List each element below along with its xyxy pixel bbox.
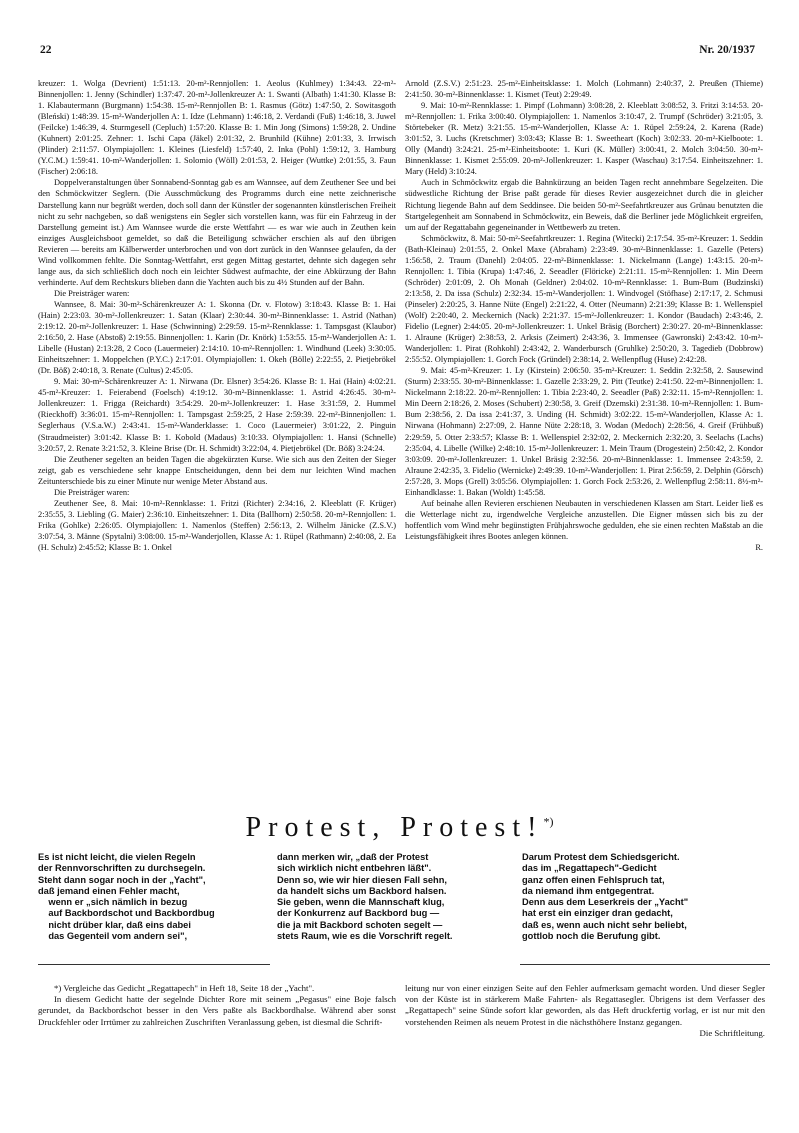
paragraph: In diesem Gedicht hatte der segelnde Dichter Rore mit seinem „Pegasus" eine Boje falsch gerundet, da Backbordschot besser in den Vers paßte als Backbordhalse. Während aber sonst Druckfehler oder Irrtümer zu zahlreichen Zuschriften Veranlassung geben, ist diesmal die Schrift- [38,994,396,1027]
paragraph: Die Zeuthener segelten an beiden Tagen die abgekürzten Kurse. Wie sich aus den Zeiten der Sieger zeigt, gab es verschiedene sehr knappe Entscheidungen, denn bei dem nur leichten Wind machen Zeitunterschiede bis zu einer Minute nur wenige Meter Abstand aus. [38,454,396,486]
left-column [38,78,396,774]
paragraph: Wannsee, 8. Mai: 30-m²-Schärenkreuzer A: 1. Skonna (Dr. v. Flotow) 3:18:43. Klasse B: 1. Hai (Hain) 2:23:03. 30-m²-Jollenkreuzer: 1. Satan (Klaar) 2:30:44. 30-m²-Binnenklasse: 1. Astrid (Nathan) 2:19:12. 20-m²-Jollenkreuzer: 1. Hase (Schwinning) 2:29:59. 15-m²-Rennklasse: 1. Tampsgast (Klaubor) 2:16:50, 2. Hase (Abstoß) 2:19:55. Binnenjollen: 1. Karin (Dr. Knörk) 1:53:55. 15-m²-Wanderjollen A: 1. Libelle (Hustan) 2:13:28, 2 Coco (Lauermeier) 2:14:10. 10-m²-Rennjollen: 1. Windhund (Leek) 3:30:05. Einheitszehner: 1. Moppelchen (P.Y.C.) 2:17:01. Olympiajollen: 1. Okeh (Bölle) 2:22:55, 2. Pietjebrökel (Dr. Böß) 2:40:18, 3. Renate (Cultus) 2:45:05. [38,299,396,376]
paragraph: kreuzer: 1. Wolga (Devrient) 1:51:13. 20-m²-Rennjollen: 1. Aeolus (Kuhlmey) 1:34:43. 22-m²-Binnenjollen: 1. Jenny (Schindler) 1:37:47. 20-m²-Jollenkreuzer A: 1. Swanti (Albath) 1:41:30. Klasse B: 1. Klabautermann (Burgmann) 1:54:38. 15-m²-Rennjollen B: 1. Rasmus (Götz) 1:47:50, 2. Sowitasgoth (Bleński) 1:48:39. 15-m²-Wanderjollen A: 1. Idze (Lehmann) 1:46:18, 2. Verdandi (Fuß) 1:46:18, 3. Juwel (Feilcke) 1:46:39, 4. Sturmgesell (Cepluch) 1:57:20. Klasse B: 1. Min Jong (Simons) 1:59:28, 2. Undine (Kuhnert) 2:01:25. Zehner: 1. Ischi Capa (Jäkel) 2:01:32, 2. Brunhild (Kühne) 2:01:33, 3. Irrwisch (Plinder) 2:11:57. Olympiajollen: 1. Kleines (Liesfeld) 1:57:40, 2. Inka (Pohl) 1:59:12, 3. Hamburg (Y.C.M.) 1:59:41. 10-m²-Wanderjollen: 1. Solomio (Wöll) 2:01:53, 2. Heiger (Wuttke) 2:01:55, 3. Faun (Fischer) 2:06:18. [38,79,396,177]
paragraph: 9. Mai: 10-m²-Rennklasse: 1. Pimpf (Lohmann) 3:08:28, 2. Kleeblatt 3:08:52, 3. Fritzi 3:14:53. 20-m²-Rennjollen: 1. Frika 3:00:40. Olympiajollen: 1. Namenlos 3:10:47, 2. Trumpf (Schröder) 3:21:05, 3. Störtebeker (R. Metz) 3:21:55. 15-m²-Wanderjollen, Klasse A: 1. Rüpel 2:59:24, 2. Karena (Rade) 3:01:52, 3. Luchs (Kretschmer) 3:03:43; Klasse B: 1. Sweetheart (Koch) 3:02:33. 20-m²-Kielboote: 1. Olly (Mandt) 3:24:21. 25-m²-Einheitsboote: 1. Kuri (K. Müller) 3:00:41, 2. Molch 3:04:50. 30-m²-Binnenklasse: 1. Kismet 2:55:09. 20-m²-Jollenkreuzer: 1. Kasper (Waschau) 3:17:54. Einheitszehner: 1. Mary (Held) 3:10:24. [405,101,763,177]
paragraph: Die Preisträger waren: [54,487,130,497]
issue-number: Nr. 20/1937 [699,44,755,56]
divider [520,964,770,965]
footnote-mark: *) [543,814,554,829]
paragraph: Schmöckwitz, 8. Mai: 50-m²-Seefahrtkreuzer: 1. Regina (Witecki) 2:17:54. 35-m²-Kreuzer: 1. Seddin (Bath-Kleinau) 2:01:55, 2. Onkel Maxe (Abraham) 2:23:49. 30-m²-Binnenklasse: 1. Gazelle (Peters) 1:56:58, 2. Traum (Danehl) 2:04:05. 22-m²-Binnenklasse: 1. Nickelmann (Lange) 1:43:15. 20-m²-Rennjollen: 1. Tibia (Krupa) 1:47:46, 2. Seeadler (Flöricke) 2:21:11. 15-m²-Rennjollen: 1. Min Deern (Schröder) 2:01:09, 2. Oh Monah (Geldner) 2:04:02. 10-m²-Rennklasse: 1. Bum-Bum (Budzinski) 2:13:58, 2. Da issa (Schulz) 2:32:34. 15-m²-Wanderjollen: 1. Windvogel (Stöfhase) 2:17:17, 2. Schmusi (Pinseler) 2:20:25, 3. Hanne Nüte (Engel) 2:21:22, 4. Otter (Neumann) 2:21:39; Klasse B: 1. Wellenspiel (Wolf) 2:20:40, 2. Meckernich (Nack) 2:21:37. 15-m²-Jollenkreuzer: 1. Kondor (Baudach) 2:43:46, 2. Fidelio (Legner) 2:44:05. 20-m²-Jollenkreuzer: 1. Unkel Bräsig (Borchert) 2:30:27. 20-m²-Binnenklasse: 1. Alraune (Krüger) 2:38:53, 2. Arksis (Zeimert) 2:43:36, 3. Immensee (Gawronski) 2:43:42. 10-m²-Wanderjollen: 1. Pirat (Rohkohl) 2:43:42, 2. Wanderbursch (Gruhlke) 2:50:20, 3. Tagedieb (Dobbrow) 2:55:52. Olympiajollen: 1. Gorch Fock (Gründel) 2:38:14, 2. Wellenpflug (Huse) 2:42:28. [405,233,763,365]
divider [38,964,270,965]
paragraph: Arnold (Z.S.V.) 2:51:23. 25-m²-Einheitsklasse: 1. Molch (Lohmann) 2:40:37, 2. Preußen (Thieme) 2:41:50. 30-m²-Binnenklasse: 1. Kismet (Teut) 2:29:49. [405,79,763,100]
poem-column-3: Darum Protest dem Schiedsgericht. das im „Regattapech"-Gedicht ganz offen einen Fehlspruch tat, da niemand ihm entgegentrat. Denn aus dem Leserkreis der „Yacht" hat erst ein einziger dran gedacht, daß es, wenn auch nicht sehr beliebt, gottlob noch die Berufung gibt. [522,852,689,942]
footnote: *) Vergleiche das Gedicht „Regattapech" in Heft 18, Seite 18 der „Yacht". [54,983,315,993]
page-number: 22 [40,44,52,56]
paragraph: Zeuthener See, 8. Mai: 10-m²-Rennklasse: 1. Fritzi (Richter) 2:34:16, 2. Kleeblatt (F. Krüger) 2:35:55, 3. Liebling (G. Maier) 2:36:10. Einheitszehner: 1. Dita (Ballhorn) 2:50:58. 20-m²-Rennjollen: 1. Frika (Gohlke) 2:26:05. Olympiajollen: 1. Namenlos (Steffen) 2:56:13, 2. Wilhelm Jänicke (Z.S.V.) 3:07:54, 3. Männe (Spytalni) 3:08:00. 15-m²-Wanderjollen, Klasse A: 1. Rüpel (Rathmann) 2:40:08, 2. Ea (H. Schulz) 2:45:52; Klasse B: 1. Onkel [38,498,396,552]
paragraph: leitung nur von einer einzigen Seite auf den Fehler aufmerksam gemacht worden. Und dieser Segler von der Küste ist in stärkerem Maße Fahrten- als Regattasegler. Übrigens ist dem Verfasser des „Regattapech" seine Sünde sofort klar geworden, als das Heft druckfertig vorlag, er ist nur mit den vorstehenden Reimen als neuem Protest in die nächsthöhere Instanz gegangen. [405,983,765,1027]
paragraph: Auch in Schmöckwitz ergab die Bahnkürzung an beiden Tagen recht annehmbare Segelzeiten. Die südwestliche Richtung der Brise paßt gerade für dieses Revier ausgezeichnet durch die in gleicher Richtung liegende Bahn auf dem Seddinsee. Die beiden 50-m²-Seefahrtkreuzer aus Grünau benutzten die Startgelegenheit am Sonnabend in Schmöckwitz, ein Beweis, daß die Berliner jede Möglichkeit ergreifen, um auf der Regattabahn gegeneinander in Wettbewerb zu treten. [405,178,763,232]
author-signature: R. [755,542,763,552]
paragraph: Die Preisträger waren: [54,288,130,298]
paragraph: Auf beinahe allen Revieren erschienen Neubauten in verschiedenen Klassen am Start. Leider ließ es die Wetterlage nicht zu, irgendwelche Vergleiche anzustellen. Die Eigner müssen sich bis zu der hoffentlich vom Wind mehr begünstigten Frühjahrswoche gedulden, ehe sie einen rechten Maßstab an die Leistungsfähigkeit ihres Bootes anlegen können. [405,498,763,541]
paragraph: 9. Mai: 30-m²-Schärenkreuzer A: 1. Nirwana (Dr. Elsner) 3:54:26. Klasse B: 1. Hai (Hain) 4:02:21. 45-m²-Kreuzer: 1. Feierabend (Foelsch) 4:19:12. 30-m²-Binnenklasse: 1. Astrid 4:26:45. 30-m²-Jollenkreuzer: 1. Frigga (Reichardt) 3:54:29. 20-m²-Jollenkreuzer: 1. Hase 3:31:59, 2. Hummel (Rieckhoff) 3:36:01. 15-m²-Rennjollen: 1. Tampsgast 2:59:25, 2 Hase 2:59:39. 22-m²-Binnenjollen: 1. Seglerhaus (V.S.a.W.) 2:43:41. 15-m²-Wanderklasse: 1. Coco (Lauermeier) 3:01:22, 2. Pinguin (Straudmeister) 3:01:42. Klasse B: 1. Kobold (Madaus) 3:10:33. Olympiajollen: 1. Hansi (Schnelle) 3:20:57, 2. Renate 3:21:52, 3. Kleine Brise (Dr. H. Schmidt) 3:22:04, 4. Pietjebrökel (Dr. Böß) 3:24:24. [38,377,396,453]
right-column [405,78,763,774]
poem-column-2: dann merken wir, „daß der Protest sich wirklich nicht entbehren läßt". Denn so, wie wir hier diesen Fall sehn, da handelt sichs um Backbord halsen. Sie geben, wenn die Mannschaft klug, der Konkurrenz auf Backbord bug — die ja mit Backbord schoten segelt — stets Raum, wie es die Vorschrift regelt. [277,852,453,942]
protest-title-text: Protest, Protest! [245,812,544,843]
footnote-left [38,983,396,1028]
poem-column-1: Es ist nicht leicht, die vielen Regeln der Rennvorschriften zu durchsegeln. Steht dann sogar noch in der „Yacht", daß jemand einen Fehler macht, wenn er „sich nämlich in bezug auf Backbordschot und Backbordbug nicht drüber klar, daß eins dabei das Gegenteil vom andern sei", [38,852,215,942]
protest-title [0,812,799,844]
paragraph: Doppelveranstaltungen über Sonnabend-Sonntag gab es am Wannsee, auf dem Zeuthener See und bei den Schmöckwitzer Seglern. (Die Ausschmückung des Programms durch eine nette zeichnerische Darstellung kann nur begrüßt werden, doch soll dann der Künstler der sogenannten künstlerischen Freiheit nicht zu sehr nachgeben, so daß wenigstens ein Segler sich vorstellen kann, was für ein Fahrzeug in der Darstellung gemeint ist.) Am Wannsee wurde die erste Wettfahrt — es war wie auch in Zeuthen kein einziges Ausgleichsboot gemeldet, so daß die Beteiligung schwächer erschien als auf den übrigen Revieren — bereits am Kälberwerder unterbrochen und von dort zurück in den Wannsee gelaufen, da der Wind vollkommen fehlte. Die Sonntag-Wettfahrt, erst gegen Mittag gestartet, dehnte sich dagegen sehr lange aus, da sich schließlich doch noch ein leichter Südwest aufmachte, der eine Abkürzung der Bahn verhinderte. Auf dem Rechtskurs blieben dann die Yachten auch bis zu 4½ Stunden auf der Bahn. [38,178,396,287]
paragraph: 9. Mai: 45-m²-Kreuzer: 1. Ly (Kirstein) 2:06:50. 35-m²-Kreuzer: 1. Seddin 2:32:58, 2. Sausewind (Sturm) 2:33:55. 30-m²-Binnenklasse: 1. Gazelle 2:33:29, 2. Pitt (Teutke) 2:41:50. 22-m²-Binnenjollen: 1. Nickelmann 2:18:22. 20-m²-Rennjollen: 1. Tibia 2:23:40, 2. Seeadler (Paß) 2:32:11. 15-m²-Rennjollen: 1. Min Deern 2:18:26, 2. Moses (Schubert) 2:30:58, 3. Greif (Dzemski) 2:31:38. 10-m²-Rennjollen: 1. Bum-Bum 2:38:56, 2. Da issa 2:41:37, 3. Unding (H. Schmidt) 3:02:22. 15-m²-Wanderjollen, Klasse A: 1. Nirwana (Hohmann) 2:27:09, 2. Hanne Nüte 2:28:18, 3. Wodan (Medoch) 2:28:56, 4. Greif (Frühbuß) 2:29:59, 5. Otter 2:33:57; Klasse B: 1. Wellenspiel 2:32:02, 2. Meckernich 2:32:20, 3. Seelachs (Lachs) 2:35:04, 4. Libelle (Wilke) 2:48:10. 15-m²-Jollenkreuzer: 1. Mein Traum (Drogestein) 2:50:42, 2. Kondor 3:03:09. 20-m²-Jollenkreuzer: 1. Unkel Bräsig 2:32:56. 20-m²-Binnenklasse: 1. Immensee 2:43:59, 2. Alraune 2:42:35, 3. Fidelio (Wernicke) 2:49:39. 10-m²-Wanderjollen: 1. Pirat 2:56:59, 2. Delphin (Görsch) 2:57:28, 3. Mops (Grell) 3:05:56. Olympiajollen: 1. Gorch Fock 2:53:26, 2. Wellenpflug 2:58:11. 8½-m²-Einhandklasse: 1. Bakan (Woldt) 1:45:58. [405,366,763,497]
footnote-right [405,983,765,1039]
editor-signature: Die Schriftleitung. [699,1027,765,1038]
